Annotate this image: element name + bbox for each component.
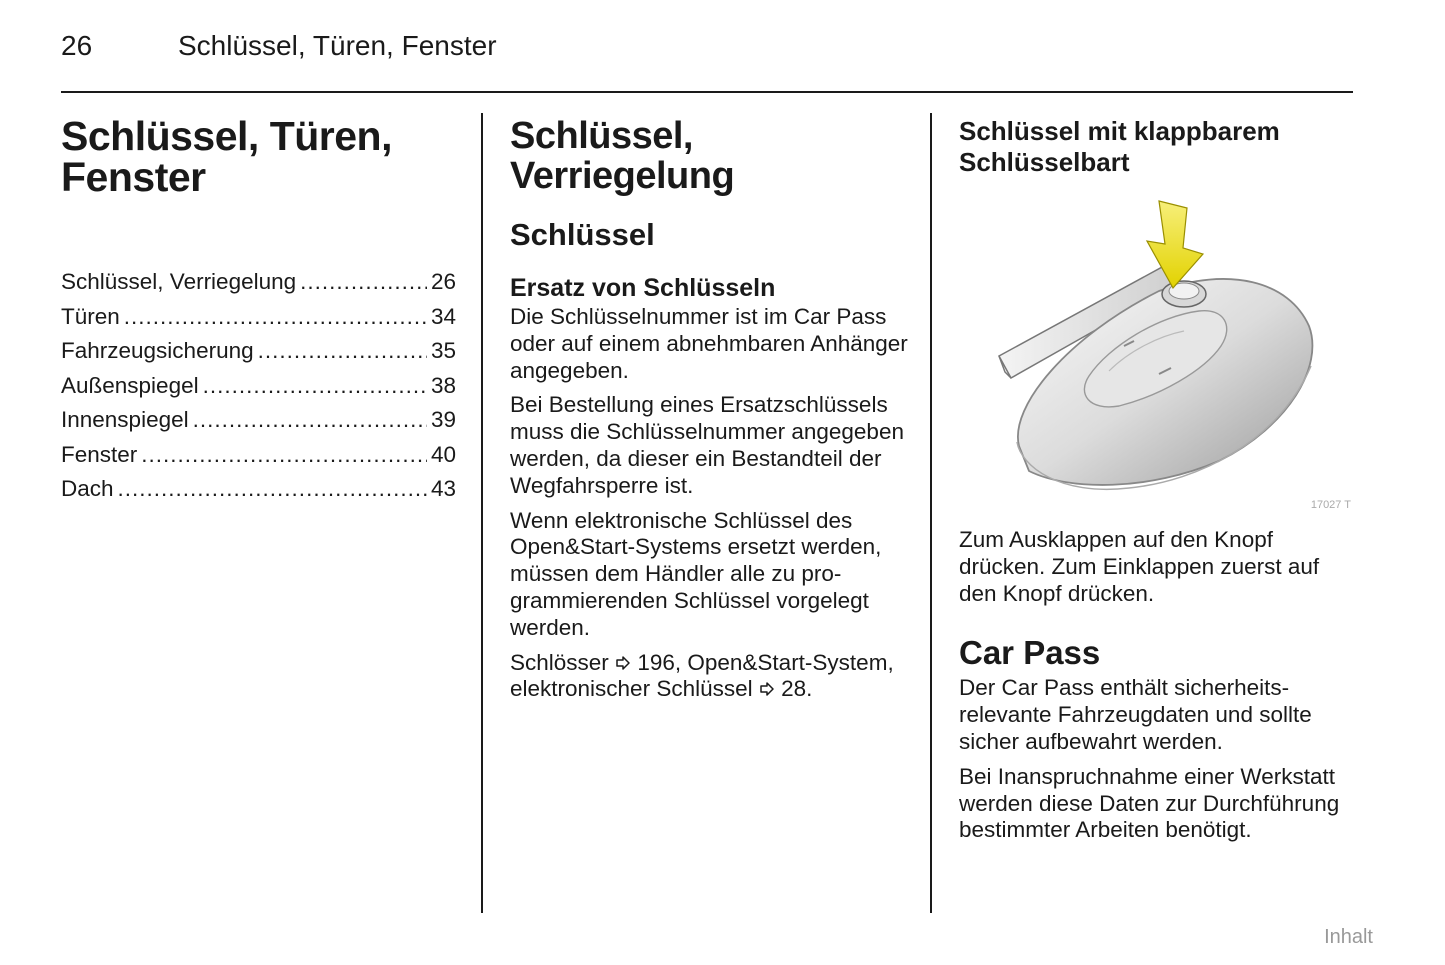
contents-link[interactable]: Inhalt <box>1324 926 1373 948</box>
toc-leader <box>258 334 427 369</box>
reference-target: 28. <box>781 676 813 702</box>
toc-label: Außenspiegel <box>61 372 199 398</box>
toc-leader <box>118 472 427 507</box>
chapter-title-line1: Schlüssel, Türen, <box>61 113 392 159</box>
toc-entry-innenspiegel[interactable] <box>61 403 456 438</box>
toc-entry-verriegelung[interactable] <box>61 265 456 300</box>
folding-key-icon <box>959 196 1351 506</box>
toc-leader <box>124 300 427 335</box>
reference-arrow-icon <box>615 655 631 671</box>
toc-page: 39 <box>430 407 456 432</box>
toc-label: Fahrzeugsicherung <box>61 338 254 363</box>
toc-label: Fenster <box>61 441 138 467</box>
paragraph: Bei Inanspruchnahme einer Werkstatt werden diese Daten zur Durchführung bestimmter Arbeiten benötigt. <box>959 763 1340 843</box>
toc-leader <box>193 403 427 438</box>
cross-reference[interactable] <box>510 650 910 704</box>
toc-leader <box>141 438 427 473</box>
toc-leader <box>203 369 427 404</box>
header-divider <box>61 91 1353 93</box>
topic-heading: Ersatz von Schlüsseln <box>510 274 776 302</box>
toc-entry-aussenspiegel[interactable] <box>61 369 456 404</box>
chapter-title <box>61 113 456 200</box>
toc-page: 35 <box>430 338 456 363</box>
page-number: 26 <box>61 30 93 61</box>
toc-page: 26 <box>430 269 456 294</box>
toc-label: Innenspiegel <box>61 407 189 432</box>
paragraph: Zum Ausklappen auf den Knopf drücken. Zum Einklappen zuerst auf den Knopf drücken. <box>959 527 1320 606</box>
toc-entry-fahrzeugsicherung[interactable] <box>61 334 456 369</box>
column-divider-2 <box>930 113 932 913</box>
content-column-2 <box>510 116 910 711</box>
toc-page: 43 <box>430 476 456 501</box>
section-heading-car-pass: Car Pass <box>959 634 1101 672</box>
reference-arrow-icon <box>759 681 775 697</box>
toc-page: 38 <box>430 372 456 398</box>
folding-key-illustration <box>959 196 1351 511</box>
chapter-column <box>61 113 456 507</box>
toc-label: Türen <box>61 303 120 329</box>
toc-page: 40 <box>430 441 456 467</box>
topic-heading: Schlüssel mit klappbarem Schlüsselbart <box>959 116 1280 177</box>
paragraph: Bei Bestellung eines Ersatzschlüssels muss die Schlüsselnummer angegeben werden, da dieser ein Bestandteil der Wegfahrsperre ist. <box>510 392 904 498</box>
image-code: 17027 T <box>1310 499 1351 511</box>
toc-page: 34 <box>430 303 456 329</box>
toc-leader <box>300 265 427 300</box>
toc-entry-tueren[interactable] <box>61 300 456 335</box>
toc-label: Schlüssel, Verriegelung <box>61 269 297 294</box>
toc-label: Dach <box>61 476 114 501</box>
reference-target: 196, Open&Start-System, elektronischer Schlüssel <box>510 649 894 702</box>
subsection-heading: Schlüssel <box>510 217 655 252</box>
content-column-3 <box>959 116 1354 852</box>
toc-entry-dach[interactable] <box>61 472 456 507</box>
reference-label: Schlösser <box>510 649 609 675</box>
chapter-title-line2: Fenster <box>61 154 206 200</box>
paragraph: Die Schlüsselnummer ist im Car Pass oder auf einem abnehmbaren Anhänger angegeben. <box>510 304 908 383</box>
section-heading: Schlüssel, Verriegelung <box>510 115 735 197</box>
running-header-title: Schlüssel, Türen, Fenster <box>178 30 497 61</box>
toc-entry-fenster[interactable] <box>61 438 456 473</box>
column-divider-1 <box>481 113 483 913</box>
table-of-contents <box>61 265 456 507</box>
paragraph: Der Car Pass enthält sicherheitsrelevante Fahrzeugdaten und sollte sicher aufbewahrt werden. <box>959 675 1312 754</box>
paragraph: Wenn elektronische Schlüssel des Open&Start-Systems ersetzt werden, müssen dem Händler alle zu programmierenden Schlüssel vorgelegt werden. <box>510 507 882 640</box>
